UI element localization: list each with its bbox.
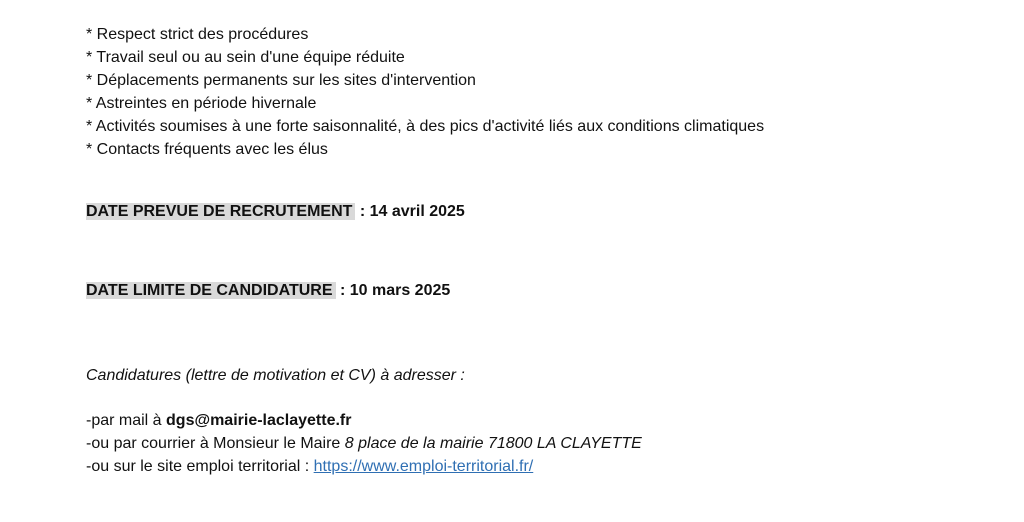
deadline-separator: : — [335, 282, 350, 299]
site-link[interactable]: https://www.emploi-territorial.fr/ — [313, 458, 534, 475]
list-item: * Respect strict des procédures — [86, 26, 309, 43]
list-item: * Activités soumises à une forte saisonnalité, à des pics d'activité liés aux conditions climatiques — [86, 118, 765, 135]
list-item: * Astreintes en période hivernale — [86, 95, 317, 112]
post-prefix: -ou par courrier à Monsieur le Maire — [86, 435, 345, 452]
post-address: 8 place de la mairie 71800 LA CLAYETTE — [344, 435, 642, 452]
site-prefix: -ou sur le site emploi territorial : — [86, 458, 314, 475]
recruitment-date-line — [86, 200, 465, 223]
deadline-value: 10 mars 2025 — [349, 282, 451, 299]
list-item: * Contacts fréquents avec les élus — [86, 141, 328, 158]
deadline-label: DATE LIMITE DE CANDIDATURE — [86, 282, 336, 299]
recruitment-date-separator: : — [355, 203, 370, 220]
mail-prefix: -par mail à — [86, 412, 167, 429]
constraints-list — [86, 23, 764, 161]
deadline-line — [86, 279, 450, 302]
list-item: * Travail seul ou au sein d'une équipe réduite — [86, 49, 405, 66]
mail-line — [86, 409, 351, 432]
site-line — [86, 455, 533, 478]
post-line — [86, 432, 642, 455]
list-item: * Déplacements permanents sur les sites d'intervention — [86, 72, 476, 89]
mail-address: dgs@mairie-laclayette.fr — [166, 412, 352, 429]
applications-intro: Candidatures (lettre de motivation et CV) à adresser : — [86, 367, 465, 384]
recruitment-date-value: 14 avril 2025 — [369, 203, 465, 220]
recruitment-date-label: DATE PREVUE DE RECRUTEMENT — [86, 203, 355, 220]
